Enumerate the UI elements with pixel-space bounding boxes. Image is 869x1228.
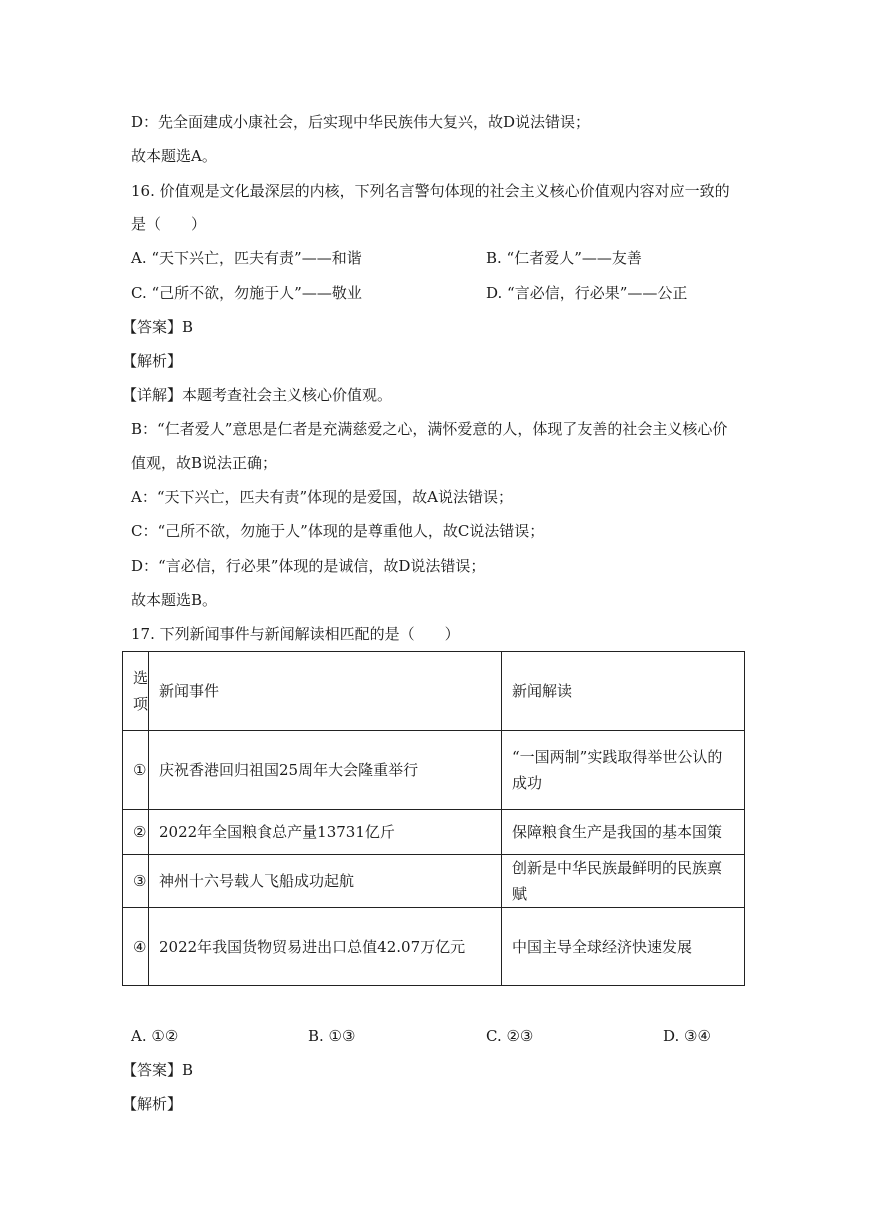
table-row [123, 731, 745, 810]
table-header-row [123, 652, 745, 731]
header-option: 选项 [123, 652, 149, 731]
q16-analysis-label: 【解析】 [122, 352, 183, 370]
q16-stem-line2: 是（ ） [131, 215, 207, 233]
row-event: 2022年全国粮食总产量13731亿斤 [149, 810, 502, 855]
q17-news-table [122, 651, 745, 986]
q17-answer: 【答案】B [122, 1061, 194, 1079]
q16-option-b: B. “仁者爱人”——友善 [486, 249, 642, 267]
prev-option-d-explanation: D：先全面建成小康社会，后实现中华民族伟大复兴，故D说法错误； [131, 113, 591, 131]
q16-conclusion: 故本题选B。 [131, 591, 218, 609]
q16-option-d: D. “言必信，行必果”——公正 [486, 284, 688, 302]
row-reading: 创新是中华民族最鲜明的民族禀赋 [502, 855, 745, 908]
prev-conclusion: 故本题选A。 [131, 147, 217, 165]
row-reading: 保障粮食生产是我国的基本国策 [502, 810, 745, 855]
q17-option-c: C. ②③ [486, 1027, 534, 1045]
q16-b-explanation-line2: 值观，故B说法正确； [131, 454, 278, 472]
q17-option-d: D. ③④ [663, 1027, 711, 1045]
q16-a-explanation: A：“天下兴亡，匹夫有责”体现的是爱国，故A说法错误； [131, 488, 514, 506]
row-event: 2022年我国货物贸易进出口总值42.07万亿元 [149, 908, 502, 986]
row-reading: 中国主导全球经济快速发展 [502, 908, 745, 986]
q17-analysis-label: 【解析】 [122, 1095, 183, 1113]
row-event: 神州十六号载人飞船成功起航 [149, 855, 502, 908]
q17-option-a: A. ①② [131, 1027, 179, 1045]
q17-option-b: B. ①③ [308, 1027, 356, 1045]
q16-option-c: C. “己所不欲，勿施于人”——敬业 [131, 284, 362, 302]
q16-d-explanation: D：“言必信，行必果”体现的是诚信，故D说法错误； [131, 557, 486, 575]
header-news-reading: 新闻解读 [502, 652, 745, 731]
table-row [123, 908, 745, 986]
q16-option-a: A. “天下兴亡，匹夫有责”——和谐 [131, 249, 362, 267]
row-number: ③ [123, 855, 149, 908]
q16-answer: 【答案】B [122, 318, 194, 336]
q17-stem: 17. 下列新闻事件与新闻解读相匹配的是（ ） [131, 625, 460, 643]
q16-detail: 【详解】本题考查社会主义核心价值观。 [122, 386, 393, 404]
q16-stem-line1: 16. 价值观是文化最深层的内核，下列名言警句体现的社会主义核心价值观内容对应一致的 [131, 182, 730, 200]
header-news-event: 新闻事件 [149, 652, 502, 731]
row-number: ④ [123, 908, 149, 986]
q16-c-explanation: C：“己所不欲，勿施于人”体现的是尊重他人，故C说法错误； [131, 522, 545, 540]
row-reading: “一国两制”实践取得举世公认的成功 [502, 731, 745, 810]
row-number: ① [123, 731, 149, 810]
q16-b-explanation-line1: B：“仁者爱人”意思是仁者是充满慈爱之心，满怀爱意的人，体现了友善的社会主义核心价 [131, 420, 728, 438]
row-event: 庆祝香港回归祖国25周年大会隆重举行 [149, 731, 502, 810]
table-row [123, 810, 745, 855]
table-row [123, 855, 745, 908]
row-number: ② [123, 810, 149, 855]
